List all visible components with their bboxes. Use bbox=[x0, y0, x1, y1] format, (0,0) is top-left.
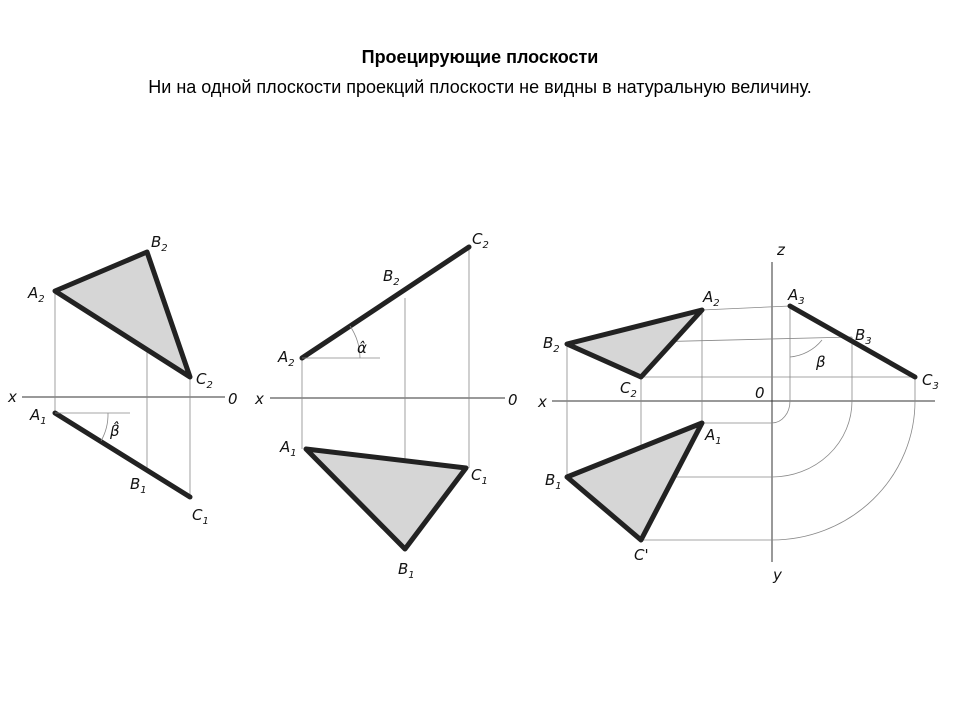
fig3-arc-c bbox=[772, 401, 915, 540]
fig1-label-a1: $A_1$ bbox=[30, 406, 47, 427]
fig3-label-c3: $C_3$ bbox=[922, 371, 939, 392]
fig3-label-cprime: C' bbox=[634, 546, 649, 564]
fig2-label-origin: 0 bbox=[508, 391, 518, 409]
fig2-label-a1: $A_1$ bbox=[280, 438, 297, 459]
fig1-angle-arc bbox=[101, 413, 108, 441]
fig1-frontal-triangle bbox=[55, 252, 190, 377]
slide-title: Проецирующие плоскости bbox=[361, 47, 599, 67]
slide-subtitle: Ни на одной плоскости проекций плоскости не видны в натуральную величину. bbox=[148, 77, 812, 97]
fig3-label-b3: $B_3$ bbox=[855, 326, 872, 347]
fig3-label-a2: $A_2$ bbox=[703, 288, 720, 309]
fig3-label-x: x bbox=[538, 393, 547, 411]
fig2-frontal-trace bbox=[302, 247, 469, 358]
fig1-label-origin: 0 bbox=[228, 390, 238, 408]
fig3-label-b1: $B_1$ bbox=[545, 471, 562, 492]
fig3-label-z: z bbox=[777, 241, 785, 259]
fig2-label-a2: $A_2$ bbox=[278, 348, 295, 369]
fig2-label-x: x bbox=[255, 390, 264, 408]
fig1-label-a2: $A_2$ bbox=[28, 284, 45, 305]
fig2-label-c2: $C_2$ bbox=[472, 230, 489, 251]
fig3-label-a3: $A_3$ bbox=[788, 286, 805, 307]
figure-1 bbox=[7, 233, 238, 527]
fig3-frontal-triangle bbox=[567, 310, 702, 377]
fig2-label-b2: $B_2$ bbox=[383, 267, 400, 288]
fig3-label-b2: $B_2$ bbox=[543, 334, 560, 355]
fig1-label-b1: $B_1$ bbox=[130, 475, 147, 496]
fig1-label-b2: $B_2$ bbox=[151, 233, 168, 254]
fig3-arc-a bbox=[772, 401, 790, 423]
fig1-label-c2: $C_2$ bbox=[196, 370, 213, 391]
fig1-label-beta: β̂ bbox=[110, 422, 120, 440]
fig3-label-c2: $C_2$ bbox=[620, 379, 637, 400]
fig3-label-origin: 0 bbox=[755, 384, 765, 402]
fig1-label-x: x bbox=[8, 388, 17, 406]
fig2-horizontal-triangle bbox=[306, 449, 466, 549]
fig1-horizontal-trace bbox=[55, 413, 190, 497]
fig3-profile-trace bbox=[790, 306, 915, 377]
figure-3 bbox=[537, 241, 939, 584]
fig3-label-a1: $A_1$ bbox=[705, 426, 722, 447]
fig3-label-y: y bbox=[773, 566, 782, 584]
fig2-label-b1: $B_1$ bbox=[398, 560, 415, 581]
figure-2 bbox=[254, 230, 518, 581]
fig3-label-beta: β bbox=[816, 353, 826, 371]
fig2-label-alpha: α̂ bbox=[357, 339, 367, 357]
fig3-horizontal-triangle bbox=[567, 423, 702, 540]
fig3-arc-b bbox=[772, 401, 852, 477]
fig1-label-c1: $C_1$ bbox=[192, 506, 209, 527]
fig2-label-c1: $C_1$ bbox=[471, 466, 488, 487]
